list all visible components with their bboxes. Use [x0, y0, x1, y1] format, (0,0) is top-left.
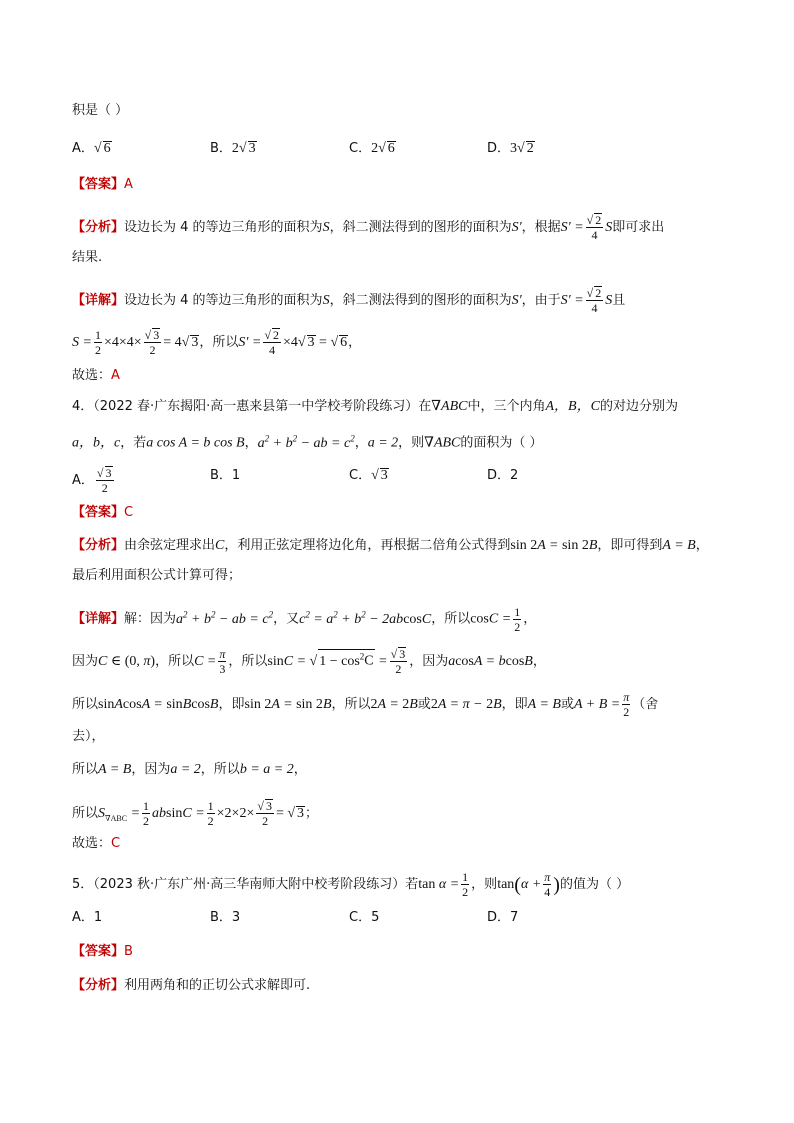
q4-detail-6: 所以$S_{\nabla ABC}$ = $\frac{1}{2}$ absinC = $\frac{1}{2}$ ×2×2× $\frac{√ 3}{2}$ = √ 3；: [72, 799, 319, 828]
q4-option-a: A． $\frac{√ 3}{2}$: [72, 466, 112, 495]
q4-detail-1: 【详解】解：因为$a^2 + b^2$ − ab = $c^2$，又$c^2 = a^2 + b^2 - 2abcosC$，所以cosC = $\frac{1}{2}$ ，: [72, 604, 537, 634]
q4-detail-4: 去），: [72, 729, 105, 744]
q5-answer: 【答案】B: [72, 944, 133, 959]
q4-answer: 【答案】C: [72, 505, 134, 520]
q3-option-c: C．2√ 6: [349, 141, 395, 156]
q5-option-c: C．5: [349, 910, 380, 925]
q4-detail-5: 所以A = B，因为a = 2，所以b = a = 2，: [72, 762, 307, 777]
q4-option-c: C．√ 3: [349, 468, 388, 483]
q4-stem: 4．（2022 春·广东揭阳·高一惠来县第一中学校考阶段练习）在∇ABC中，三个内角A，B，C的对边分别为: [72, 399, 678, 414]
q3-analysis-cont: 结果.: [72, 250, 103, 265]
q4-detail-2: 因为C ∈ (0, π)，所以C = $\frac{\pi}{3}$ ，所以sinC = √ $1 - \cos^2C$ = $\frac{√ 3}{2}$ ，因为acosA = bcosB，: [72, 647, 546, 676]
q4-option-d: D．2: [487, 468, 519, 483]
q3-detail-calc: S = $\frac{1}{2}$ ×4×4× $\frac{√ 3}{2}$ = 4√ 3，所以S′ = $\frac{√ 2}{4}$ ×4√ 3 = √ 6，: [72, 328, 362, 357]
q4-choose: 故选：C: [72, 836, 121, 851]
q3-answer: 【答案】A: [72, 177, 133, 192]
q3-option-d: D．3√ 2: [487, 141, 534, 156]
q3-detail: 【详解】设边长为 4 的等边三角形的面积为S，斜二测法得到的图形的面积为S′，由于S′ = $\frac{√ 2}{4}$ S且: [72, 286, 626, 315]
q5-analysis: 【分析】利用两角和的正切公式求解即可.: [72, 978, 311, 993]
q5-stem: 5．（2023 秋·广东广州·高三华南师大附中校考阶段练习）若tan α = $\frac{1}{2}$ ，则tan(α + $\frac{\pi}{4}$ )的值为（ ）: [72, 870, 630, 899]
q4-analysis: 【分析】由余弦定理求出C，利用正弦定理将边化角，再根据二倍角公式得到sin 2A = sin 2B，即可得到A = B，: [72, 538, 709, 553]
q4-option-b: B．1: [210, 468, 241, 483]
q3-analysis: 【分析】设边长为 4 的等边三角形的面积为S，斜二测法得到的图形的面积为S′，根据S′ = $\frac{√ 2}{4}$ S即可求出: [72, 213, 665, 242]
q4-stem-cont: a，b，c，若a cos A = b cos B，$a^2 + b^2$ − ab = $c^2$，a = 2，则∇ABC的面积为（ ）: [72, 433, 543, 451]
q3-stem-tail: [72, 101, 128, 121]
q5-option-b: B．3: [210, 910, 241, 925]
q5-option-d: D．7: [487, 910, 519, 925]
q4-detail-3: 所以sinAcosA = sinBcosB，即sin 2A = sin 2B，所以2A = 2B或2A = π − 2B，即A = B或A + B = $\frac{\pi}{2}$ （舍: [72, 690, 659, 719]
q3-stem-text: 积是（ ）: [72, 103, 129, 118]
q5-option-a: A．1: [72, 910, 103, 925]
q3-option-a: A．√ 6: [72, 141, 111, 156]
q3-option-b: B．2√ 3: [210, 141, 256, 156]
q4-analysis-cont: 最后利用面积公式计算可得；: [72, 568, 242, 583]
q3-choose: 故选：A: [72, 368, 120, 383]
